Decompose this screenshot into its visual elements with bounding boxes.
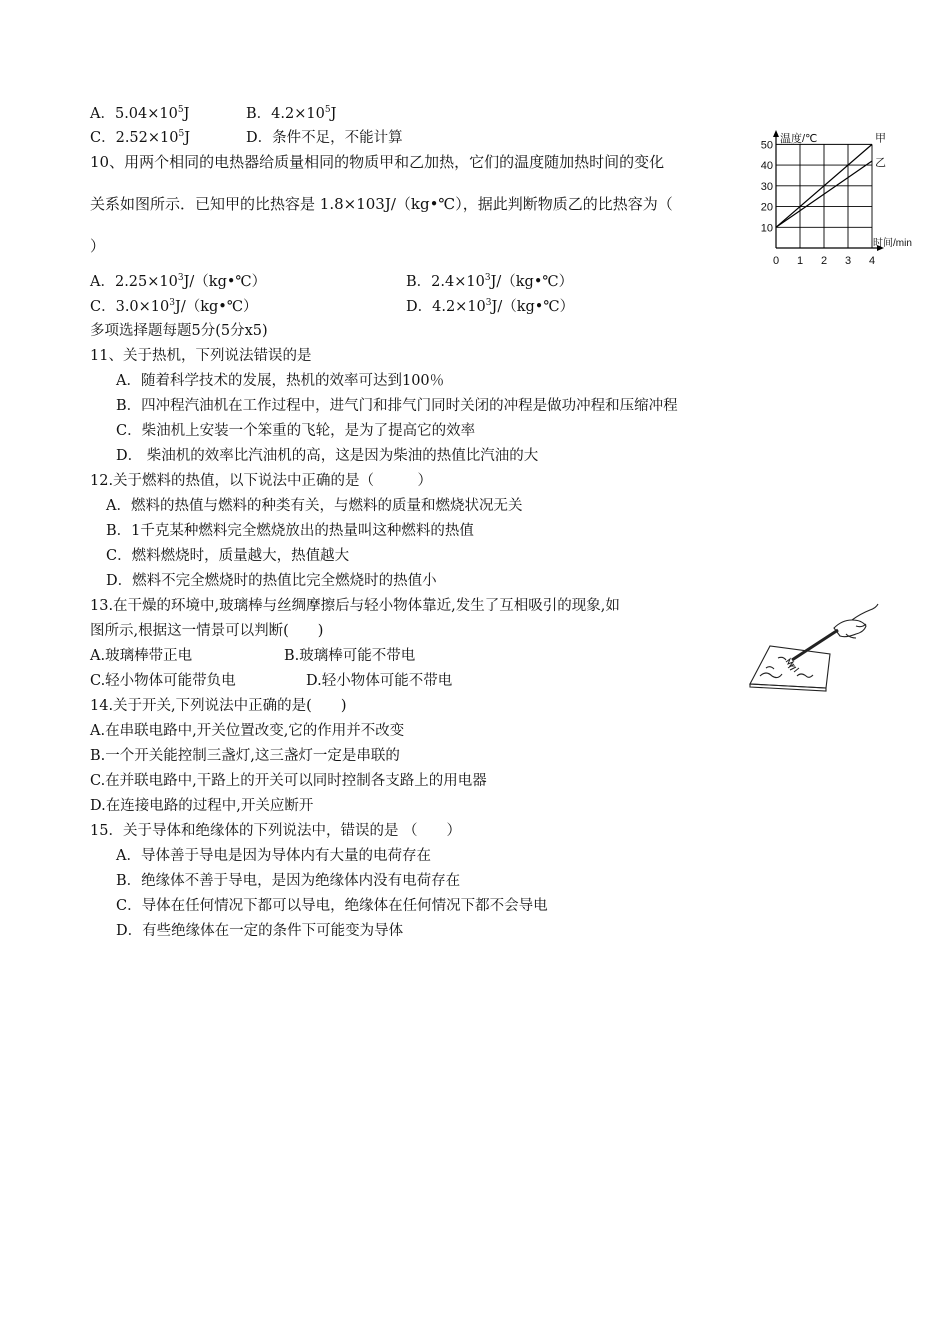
q12-option-b: B．1千克某种燃料完全燃烧放出的热量叫这种燃料的热值 [106, 523, 474, 539]
q10-stem-line3: ） [90, 237, 106, 255]
q12-stem: 12.关于燃料的热值，以下说法中正确的是（ ） [90, 473, 433, 489]
q14-stem: 14.关于开关,下列说法中正确的是( ) [90, 698, 347, 714]
x-axis-label: 时间/min [873, 238, 912, 249]
q9-option-c: C．$2.52\times 10^5J$ [90, 129, 191, 146]
y-tick-label: 40 [760, 160, 773, 173]
y-tick-label: 20 [760, 201, 773, 214]
q14-option-a: A.在串联电路中,开关位置改变,它的作用并不改变 [90, 723, 405, 739]
glass-rod-illustration [742, 598, 882, 692]
q10-option-d: D．$4.2\times 10^3J/(kg•℃)$ [406, 298, 575, 315]
x-tick-label: 0 [772, 255, 780, 267]
q15-option-a: A．导体善于导电是因为导体内有大量的电荷存在 [116, 848, 431, 864]
x-tick-label: 2 [820, 255, 828, 267]
q15-option-c: C．导体在任何情况下都可以导电，绝缘体在任何情况下都不会导电 [116, 898, 548, 914]
x-tick-label: 4 [868, 255, 876, 267]
q11-option-d: D． 柴油机的效率比汽油机的高，这是因为柴油的热值比汽油的大 [116, 448, 539, 464]
q12-option-d: D．燃料不完全燃烧时的热值比完全燃烧时的热值小 [106, 573, 437, 589]
q13-stem-line1: 13.在干燥的环境中,玻璃棒与丝绸摩擦后与轻小物体靠近,发生了互相吸引的现象,如 [90, 598, 620, 614]
q13-stem-line2: 图所示,根据这一情景可以判断( ) [90, 623, 324, 639]
temperature-time-chart [752, 126, 942, 272]
section-multiple-choice: 多项选择题每题5分(5分x5) [90, 323, 268, 339]
series-label-1: 甲 [875, 132, 886, 145]
x-tick-label: 3 [844, 255, 852, 267]
q10-stem-line1: 10、用两个相同的电热器给质量相同的物质甲和乙加热，它们的温度随加热时间的变化 [90, 153, 665, 171]
q15-option-d: D．有些绝缘体在一定的条件下可能变为导体 [116, 923, 404, 939]
q9-option-d: D．条件不足，不能计算 [246, 130, 403, 146]
q11-option-a: A．随着科学技术的发展，热机的效率可达到100％ [116, 373, 445, 389]
y-axis-arrow [773, 130, 779, 137]
q15-option-b: B．绝缘体不善于导电，是因为绝缘体内没有电荷存在 [116, 873, 461, 889]
q13-option-b: B.玻璃棒可能不带电 [284, 648, 416, 664]
q13-option-a: A.玻璃棒带正电 [90, 648, 193, 664]
y-tick-label: 30 [760, 180, 773, 193]
q10-stem-line2: 关系如图所示．已知甲的比热容是 1.8×103J/（kg•℃），据此判断物质乙的比热容为（ [90, 195, 673, 213]
q9-option-a: A．$5.04\times 10^5J$ [90, 105, 190, 122]
q11-option-b: B．四冲程汽油机在工作过程中，进气门和排气门同时关闭的冲程是做功冲程和压缩冲程 [116, 398, 678, 414]
y-axis-label: 温度/℃ [780, 133, 818, 145]
q12-option-c: C．燃料燃烧时，质量越大，热值越大 [106, 548, 350, 564]
q14-option-c: C.在并联电路中,干路上的开关可以同时控制各支路上的用电器 [90, 773, 487, 789]
q13-option-c: C.轻小物体可能带负电 [90, 673, 236, 689]
q15-stem: 15．关于导体和绝缘体的下列说法中，错误的是 （ ） [90, 823, 462, 839]
q10-option-b: B．$2.4\times 10^3J/(kg•℃)$ [406, 273, 574, 290]
series-label-2: 乙 [875, 156, 886, 169]
q11-option-c: C．柴油机上安装一个笨重的飞轮，是为了提高它的效率 [116, 423, 476, 439]
q10-option-c: C．$3.0\times 10^3J/(kg•℃)$ [90, 298, 258, 315]
q12-option-a: A．燃料的热值与燃料的种类有关，与燃料的质量和燃烧状况无关 [106, 498, 523, 514]
q9-option-b: B．$4.2\times 10^5J$ [246, 105, 337, 122]
q10-option-a: A．$2.25\times 10^3J/(kg•℃)$ [90, 273, 267, 290]
y-tick-label: 50 [760, 139, 773, 152]
x-tick-label: 1 [796, 255, 804, 267]
y-tick-label: 10 [760, 222, 773, 235]
q14-option-d: D.在连接电路的过程中,开关应断开 [90, 798, 314, 814]
q11-stem: 11、关于热机，下列说法错误的是 [90, 348, 312, 364]
q13-option-d: D.轻小物体可能不带电 [306, 673, 453, 689]
q14-option-b: B.一个开关能控制三盏灯,这三盏灯一定是串联的 [90, 748, 400, 764]
